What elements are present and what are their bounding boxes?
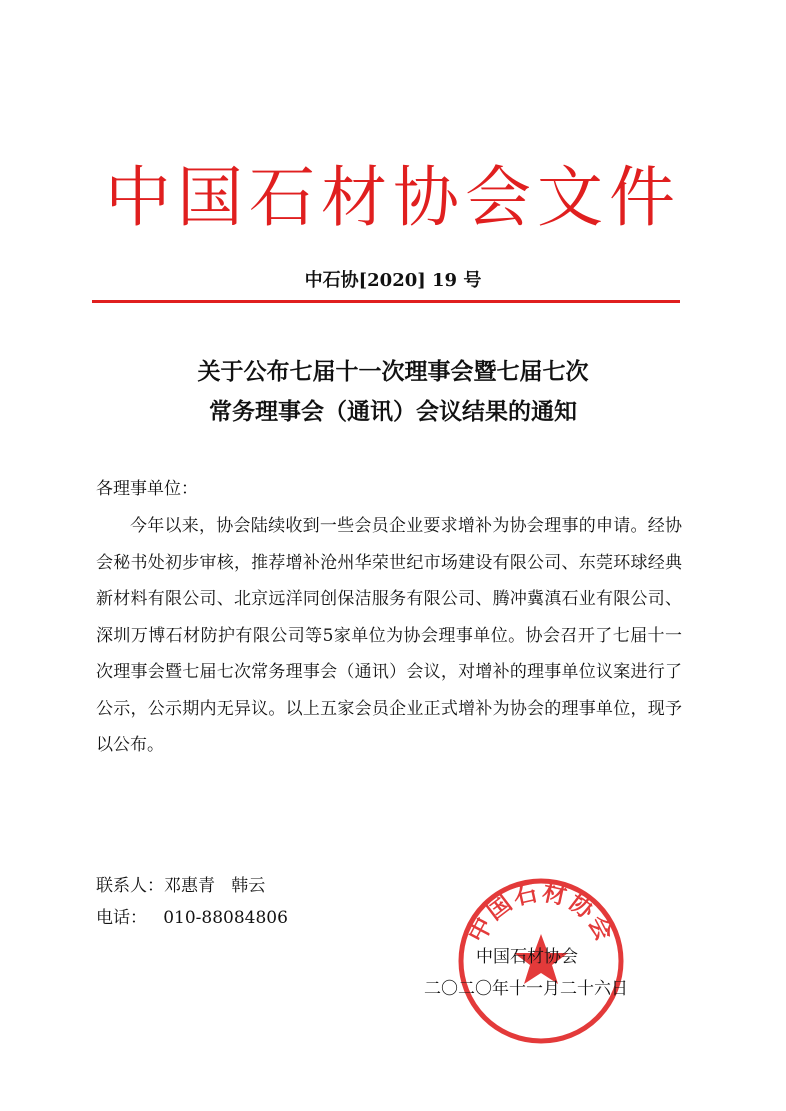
contact-phone: 电话： 010-88084806 (96, 908, 288, 928)
signature-date: 二〇二〇年十一月二十六日 (424, 979, 628, 999)
notice-title-line-2: 常务理事会（通讯）会议结果的通知 (209, 398, 577, 425)
document-header-title: 中国石材协会文件 (105, 159, 681, 236)
seal-arc-text: 中国石材协会 (462, 877, 620, 947)
document-number: 中石协[2020] 19 号 (304, 270, 482, 291)
notice-title-line-1: 关于公布七届十一次理事会暨七届七次 (197, 358, 589, 385)
salutation: 各理事单位： (96, 479, 198, 499)
signature-organization: 中国石材协会 (476, 947, 578, 967)
body-paragraph: 今年以来，协会陆续收到一些会员企业要求增补为协会理事的申请。经协会秘书处初步审核，推荐增补沧州华荣世纪市场建设有限公司、东莞环球经典新材料有限公司、北京远洋同创保洁服务有限公司、腾冲冀滇石业有限公司、深圳万博石材防护有限公司等5家单位为协会理事单位。协会召开了七届十一次理事会暨七届七次常务理事会（通讯）会议，对增补的理事单位议案进行了公示，公示期内无异议。以上五家会员企业正式增补为协会的理事单位，现予以公布。 (96, 516, 682, 755)
header-red-rule (92, 300, 680, 303)
contact-persons: 联系人：邓惠青 韩云 (96, 876, 266, 896)
